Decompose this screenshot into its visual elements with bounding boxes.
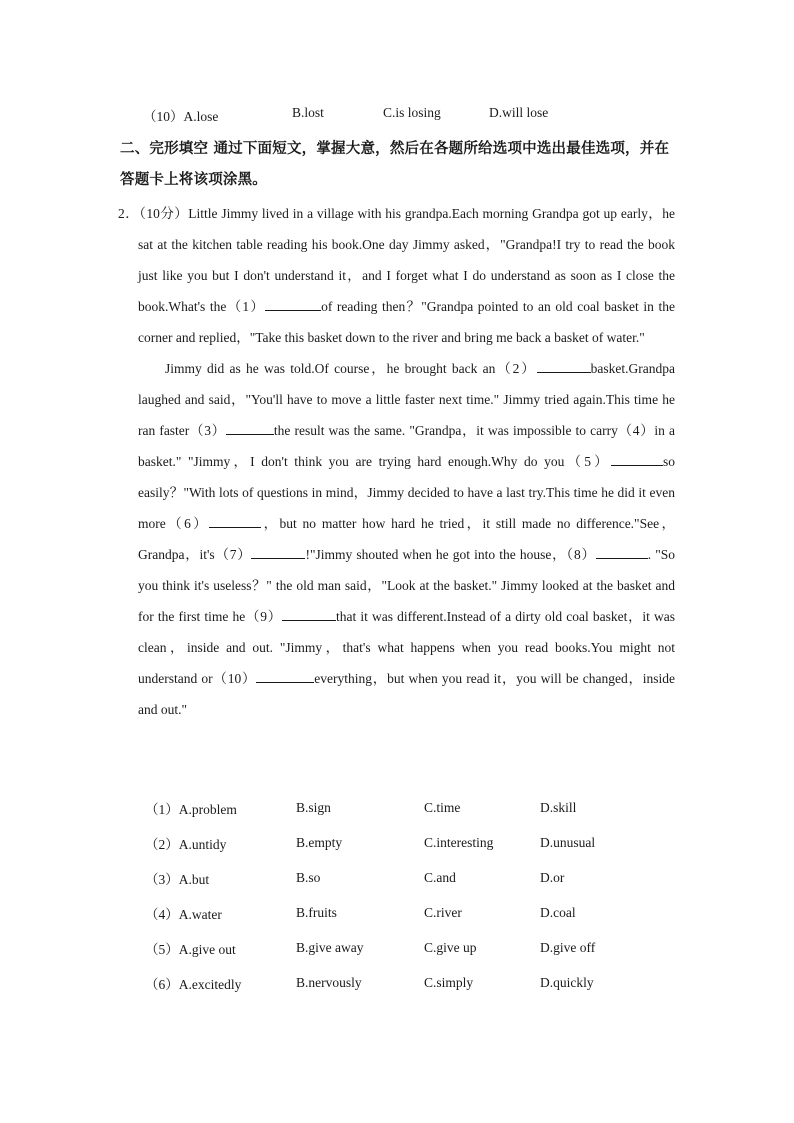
prev-option-d: D.will lose	[489, 105, 549, 120]
blank-8	[596, 545, 648, 559]
option-a: （6）A.excitedly	[145, 976, 242, 992]
passage-text: ，but no matter how hard he tried，it still made no difference."See，Grandpa，it's（7）	[138, 516, 675, 562]
option-c: C.simply	[424, 974, 474, 990]
blank-1	[265, 297, 321, 311]
option-a: （5）A.give out	[145, 941, 236, 957]
paragraph-1	[118, 198, 675, 353]
option-a: （2）A.untidy	[145, 836, 227, 852]
blank-10	[256, 669, 314, 683]
blank-3	[226, 421, 274, 435]
option-a: （3）A.but	[145, 871, 210, 887]
option-c: C.river	[424, 904, 462, 920]
option-row-5	[145, 930, 640, 965]
answer-options	[145, 790, 640, 1000]
option-b: B.so	[296, 869, 321, 885]
blank-5	[611, 452, 663, 466]
option-b: B.give away	[296, 939, 364, 955]
option-c: C.and	[424, 869, 456, 885]
paragraph-2	[138, 353, 675, 725]
option-c: C.time	[424, 799, 461, 815]
option-b: B.empty	[296, 834, 343, 850]
option-c: C.give up	[424, 939, 477, 955]
blank-6	[209, 514, 261, 528]
passage-text: in a basket." "Jimmy，I don't think you are trying hard enough.Why do you（5）	[138, 423, 675, 469]
option-d: D.unusual	[540, 834, 596, 850]
option-b: B.nervously	[296, 974, 362, 990]
passage-text: Jimmy did as he was told.Of course，he brought back an（2）	[165, 361, 537, 376]
passage-text: Little Jimmy lived in a village with his grandpa.Each morning Grandpa got up early，he sat at the kitchen table reading his book.One day Jimmy asked，"Grandpa!I try to read the book just like you but I don't understand it，and I forget what I do understand as soon as I close the book.What's the（1）	[138, 206, 675, 314]
option-d: D.quickly	[540, 974, 594, 990]
option-b: B.fruits	[296, 904, 337, 920]
option-row-4	[145, 895, 640, 930]
option-a: （4）A.water	[145, 906, 222, 922]
option-row-2	[145, 825, 640, 860]
option-b: B.sign	[296, 799, 331, 815]
option-c: C.interesting	[424, 834, 494, 850]
option-d: D.skill	[540, 799, 577, 815]
passage-text: the result was the same. "Grandpa，it was impossible to carry（4）	[273, 423, 655, 438]
prev-option-b: B.lost	[292, 105, 324, 120]
cloze-passage	[118, 198, 676, 725]
question-label: 2．（10分）	[118, 206, 189, 221]
passage-text: that it was different.Instead of a dirty old coal basket，it was clean，inside and out. "Jimmy，that's what happens when you read books.You might not understand or（10）	[138, 609, 675, 686]
option-d: D.give off	[540, 939, 596, 955]
prev-option-c: C.is losing	[383, 105, 441, 120]
option-d: D.coal	[540, 904, 576, 920]
previous-question-options	[143, 105, 548, 125]
passage-text: everything，but when you read it，you will be changed，inside and out."	[138, 671, 676, 717]
option-row-6	[145, 965, 640, 1000]
option-row-1	[145, 790, 640, 825]
blank-9	[282, 607, 336, 621]
option-d: D.or	[540, 869, 565, 885]
passage-text: basket.Grandpa laughed and said，"You'll have to move a little faster next time." Jimmy tried again.This time he ran faster（3）	[138, 361, 675, 438]
option-a: （1）A.problem	[145, 801, 237, 817]
passage-text: !"Jimmy shouted when he got into the house，（8）	[305, 547, 596, 562]
section-title: 二、完形填空 通过下面短文，掌握大意，然后在各题所给选项中选出最佳选项，并在答题卡上将该项涂黑。	[120, 141, 670, 188]
passage-text: of reading then？"Grandpa pointed to an old coal basket in the corner and replied，"Take this basket down to the river and bring me back a basket of water."	[138, 299, 675, 345]
passage-text: . "So you think it's useless？" the old man said，"Look at the basket." Jimmy looked at the basket and for the first time he（9）	[138, 547, 675, 624]
passage-text: so easily？"With lots of questions in mind，Jimmy decided to have a last try.This time he did it even more（6）	[138, 454, 675, 531]
prev-option-a: （10）A.lose	[143, 109, 219, 124]
option-row-3	[145, 860, 640, 895]
blank-2	[537, 359, 591, 373]
blank-7	[251, 545, 305, 559]
